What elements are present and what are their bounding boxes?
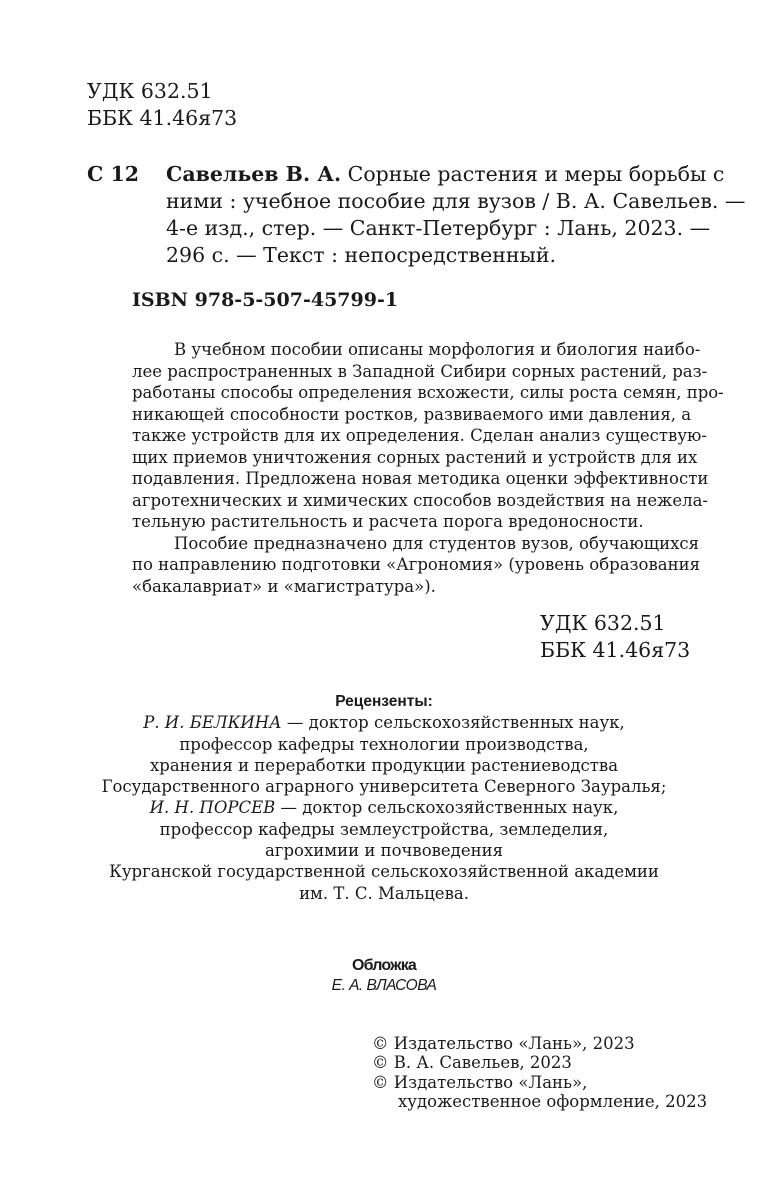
abstract-line: щих приемов уничтожения сорных растений и устройств для их: [132, 447, 698, 467]
reviewer-2-line: им. Т. С. Мальцева.: [299, 883, 469, 903]
classification-header: [87, 78, 237, 132]
reviewer-1-line: хранения и переработки продукции растениеводства: [149, 755, 619, 775]
reviewer-2-line: профессор кафедры землеустройства, земледелия,: [159, 819, 609, 839]
reviewer-2-line-1: [84, 797, 684, 818]
copyright-line: © В. А. Савельев, 2023: [372, 1053, 572, 1073]
biblio-line-2: ними : учебное пособие для вузов / В. А. Савельев. —: [166, 189, 746, 213]
bbk-code: ББК 41.46я73: [87, 106, 238, 130]
copyright-line: художественное оформление, 2023: [398, 1092, 708, 1112]
abstract-line: также устройств для их определения. Сделан анализ существую-: [132, 426, 707, 445]
bibliographic-record: [166, 161, 745, 269]
reviewer-2-degree: — доктор сельскохозяйственных наук,: [275, 798, 619, 818]
reviewer-1-line: профессор кафедры технологии производства,: [179, 734, 589, 754]
reviewers-block: [84, 691, 684, 904]
reviewer-1-line: Государственного аграрного университета Северного Зауралья;: [101, 777, 667, 797]
abstract-line: лее распространенных в Западной Сибири сорных растений, раз-: [132, 361, 708, 381]
cover-credit: [84, 956, 684, 996]
reviewer-1-degree: — доктор сельскохозяйственных наук,: [281, 713, 625, 733]
reviewer-2-line: агрохимии и почвоведения: [264, 841, 504, 861]
abstract-line: агротехнических и химических способов воздействия на нежела-: [132, 490, 708, 510]
biblio-line-1: [166, 161, 745, 188]
copyright-block: [372, 1034, 707, 1112]
reviewers-title: Рецензенты:: [335, 693, 433, 710]
abstract-line: работаны способы определения всхожести, силы роста семян, про-: [132, 383, 724, 402]
classification-footer: [540, 610, 690, 664]
abstract-line: В учебном пособии описаны морфология и биология наибо-: [174, 340, 701, 359]
biblio-title-start: Сорные растения и меры борьбы с: [341, 162, 725, 186]
copyright-line: © Издательство «Лань», 2023: [372, 1034, 635, 1053]
bbk-code-repeat: ББК 41.46я73: [540, 638, 691, 662]
cover-designer: Е. А. ВЛАСОВА: [331, 977, 437, 994]
reviewer-2-name: И. Н. ПОРСЕВ: [149, 798, 276, 818]
reviewer-2-line: Курганской государственной сельскохозяйственной академии: [109, 862, 659, 882]
author-name: Савельев В. А.: [166, 162, 342, 186]
udk-code-repeat: УДК 632.51: [540, 611, 666, 635]
biblio-line-3: 4-е изд., стер. — Санкт-Петербург : Лань, 2023. —: [166, 216, 711, 240]
abstract-line: подавления. Предложена новая методика оценки эффективности: [132, 469, 709, 488]
abstract-line: «бакалавриат» и «магистратура»).: [132, 576, 436, 596]
cover-label: Обложка: [351, 957, 417, 974]
reviewer-1-name: Р. И. БЕЛКИНА: [143, 713, 282, 733]
abstract-line: тельную растительность и расчета порога вредоносности.: [132, 512, 644, 531]
biblio-line-4: 296 с. — Текст : непосредственный.: [166, 243, 557, 267]
udk-code: УДК 632.51: [87, 79, 213, 103]
abstract-line: по направлению подготовки «Агрономия» (уровень образования: [132, 555, 701, 574]
abstract: [132, 339, 724, 597]
reviewer-1-line-1: [84, 712, 684, 733]
abstract-line: Пособие предназначено для студентов вузов, обучающихся: [174, 533, 700, 553]
copyright-line: © Издательство «Лань»,: [372, 1072, 588, 1092]
abstract-line: никающей способности ростков, развиваемого ими давления, а: [132, 404, 692, 424]
isbn: ISBN 978-5-507-45799-1: [132, 289, 399, 311]
author-mark: С 12: [87, 162, 139, 186]
